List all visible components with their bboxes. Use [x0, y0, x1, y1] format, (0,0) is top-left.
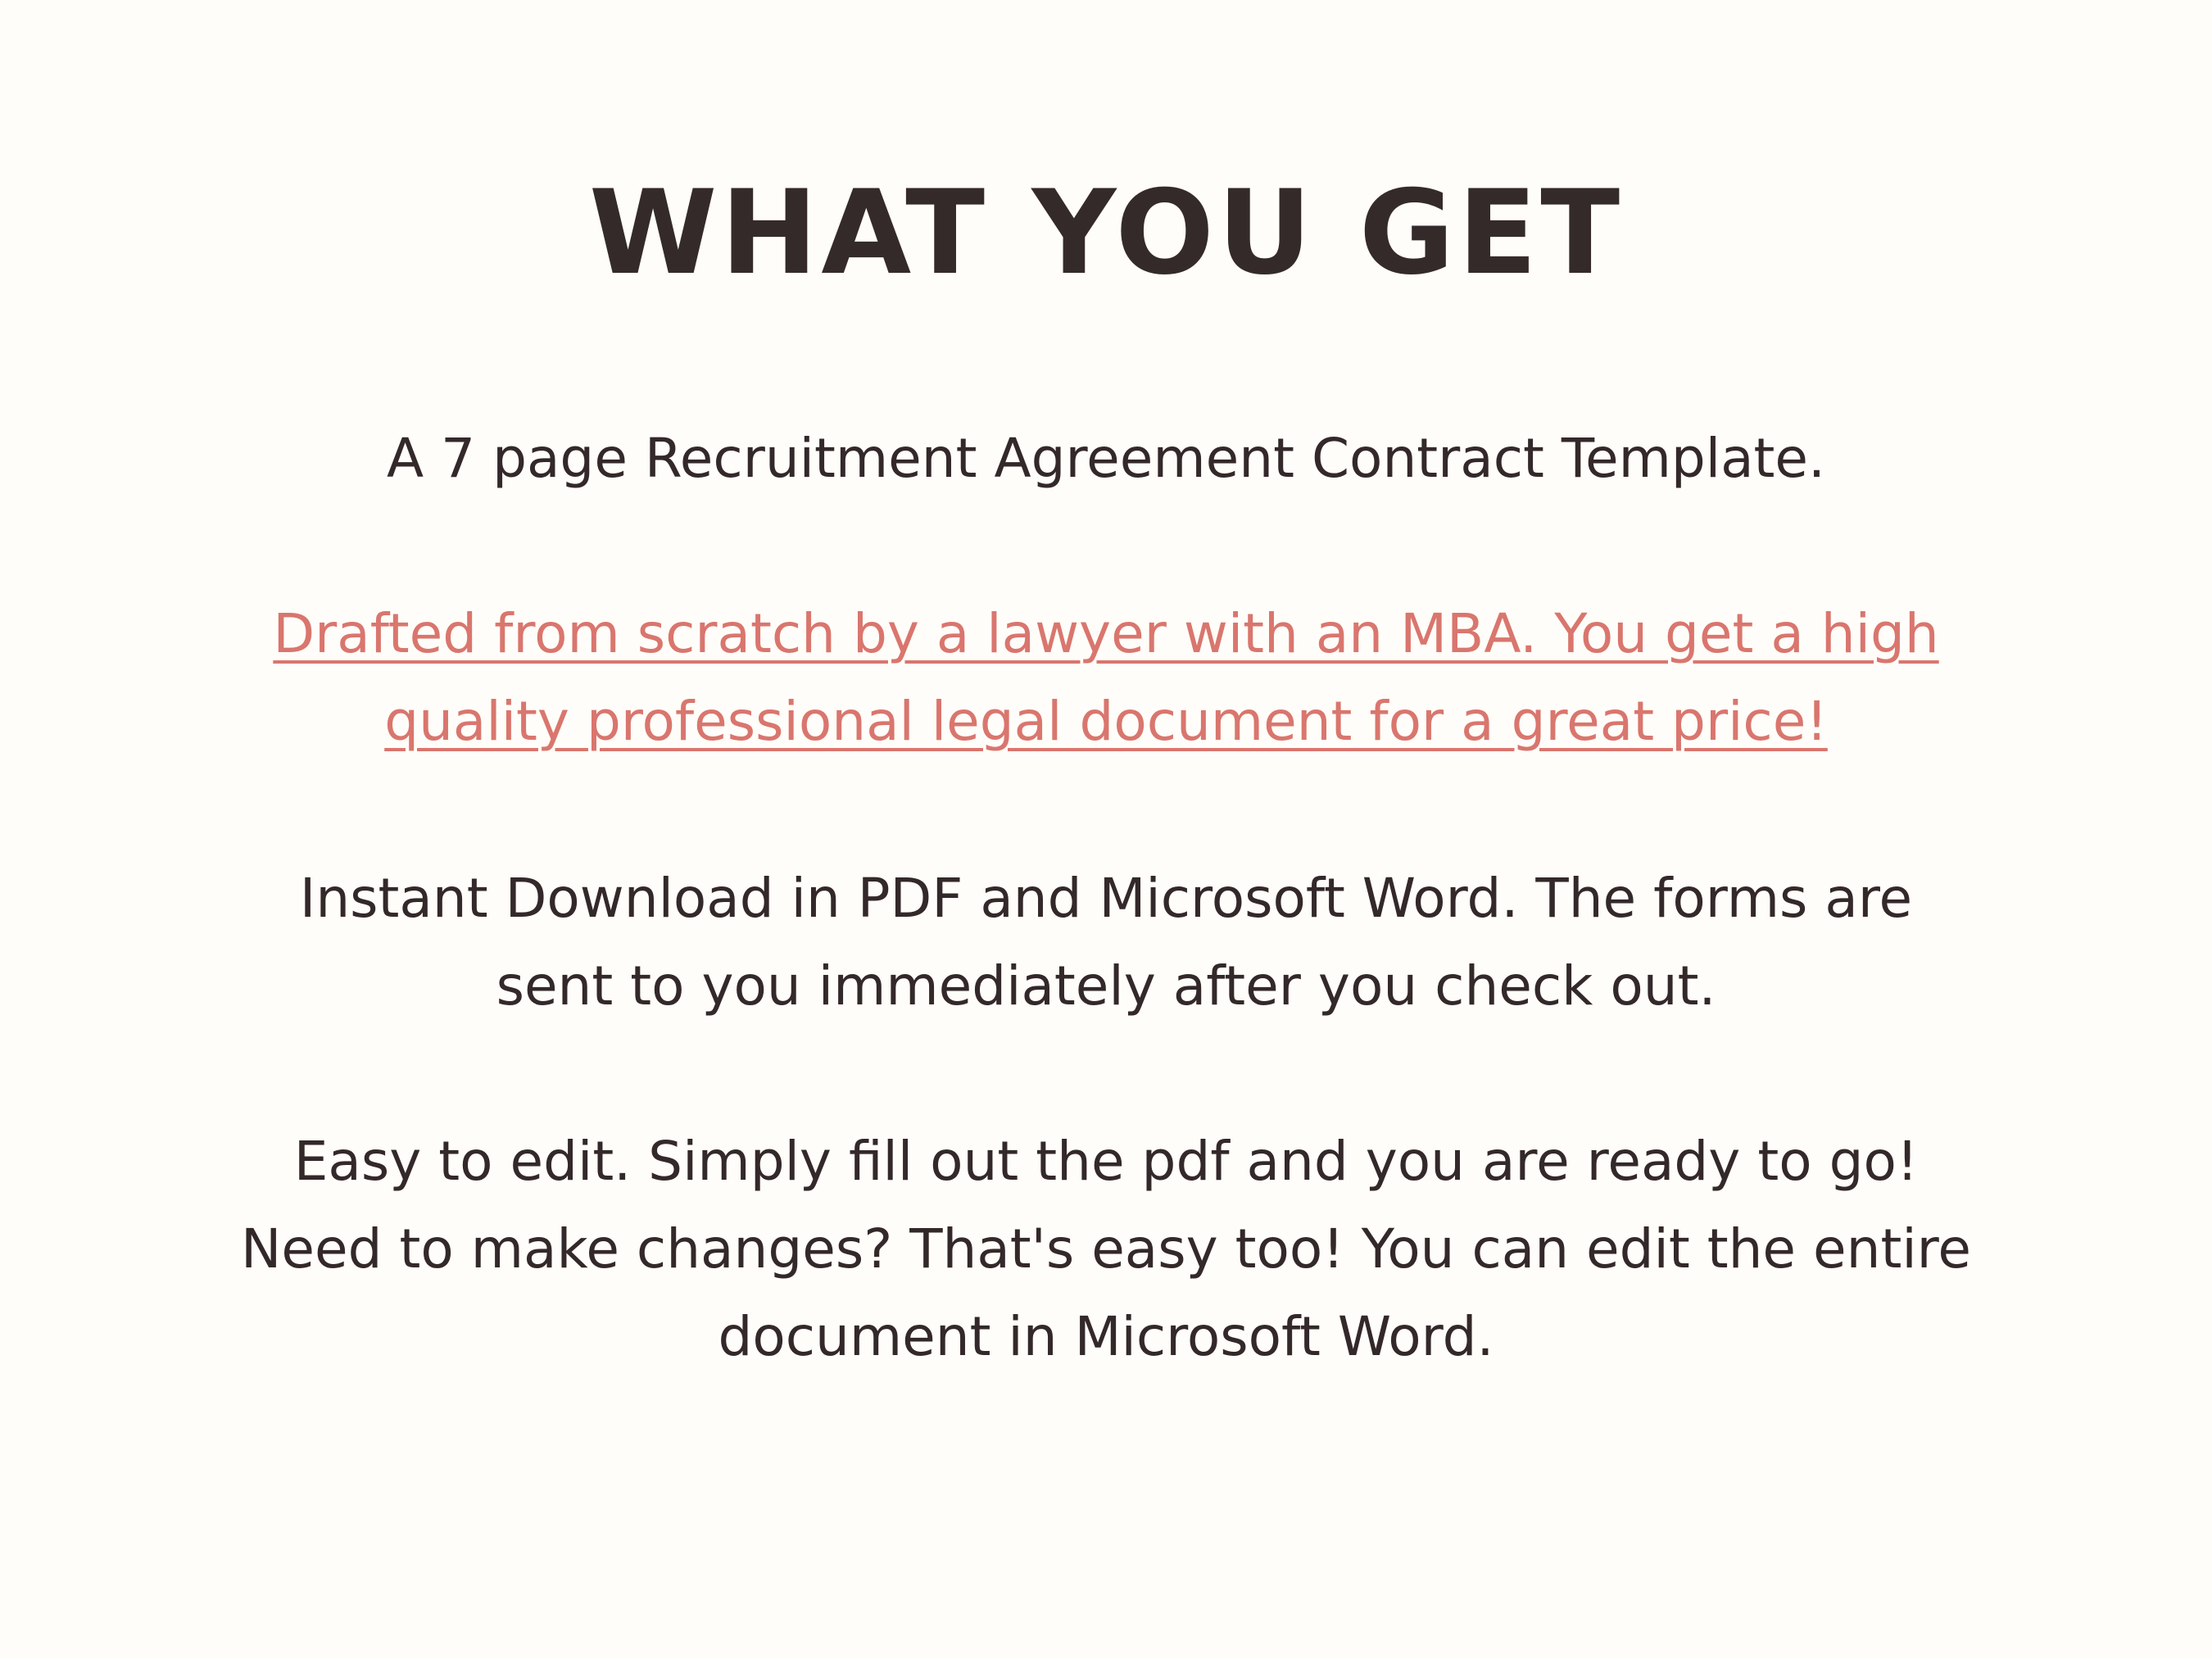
download-formats-line-1: Instant Download in PDF and Microsoft Word. The forms are — [299, 867, 1913, 930]
editing-line-3: document in Microsoft Word. — [718, 1305, 1494, 1368]
lawyer-drafted-line-1: Drafted from scratch by a lawyer with an MBA. You get a high — [273, 602, 1939, 665]
template-description-line: A 7 page Recruitment Agreement Contract Template. — [386, 427, 1826, 490]
template-description — [164, 415, 2048, 502]
page-title: WHAT YOU GET — [588, 165, 1624, 301]
editing-line-2: Need to make changes? That's easy too! You can edit the entire — [241, 1217, 1971, 1281]
editing-line-1: Easy to edit. Simply fill out the pdf and you are ready to go! — [293, 1130, 1919, 1193]
editing-description — [164, 1117, 2048, 1380]
download-formats-description — [164, 854, 2048, 1030]
lawyer-drafted-line-2: quality professional legal document for a great price! — [384, 690, 1828, 753]
lawyer-drafted-highlight — [164, 590, 2048, 765]
download-formats-line-2: sent to you immediately after you check out. — [496, 954, 1716, 1018]
